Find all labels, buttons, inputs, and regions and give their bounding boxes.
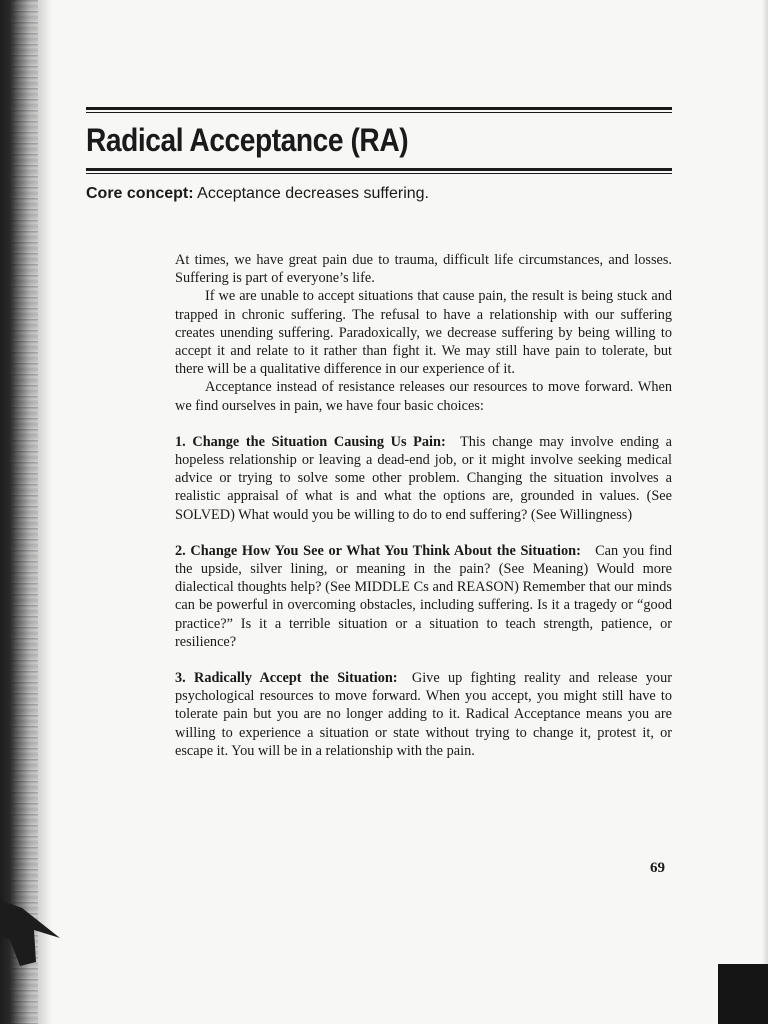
choice-2 bbox=[175, 542, 672, 651]
scan-right-edge bbox=[762, 0, 768, 1024]
choice-3-heading: 3. Radically Accept the Situation: bbox=[175, 670, 398, 687]
choice-2-text: Can you find the upside, silver lining, or meaning in the pain? (See Meaning) Would more dialectical thoughts help? (See MIDDLE Cs and REASON) Remember that our minds can be powerful in overcoming obstacles, including suffering. Is it a tragedy or “good practice?” Is it a terrible situation or a situation to teach strength, patience, or resilience? bbox=[175, 542, 672, 650]
choice-1-text: This change may involve ending a hopeless relationship or leaving a dead-end job, or it might involve seeking medical advice or trying to solve some other problem. Changing the situation involves a realistic appraisal of what is and what the options are, grounded in values. (See SOLVED) What would you be willing to do to end suffering? (See Willingness) bbox=[175, 433, 672, 523]
paragraph-stuck: If we are unable to accept situations that cause pain, the result is being stuck and trapped in chronic suffering. The refusal to have a relationship with our suffering creates unending suffering. Paradoxically, we decrease suffering by being willing to accept it and relate to it rather than fight it. We may still have pain to tolerate, but there will be a qualitative difference in our experience of it. bbox=[175, 288, 672, 378]
title-rule-bottom bbox=[86, 168, 672, 171]
paragraph-intro: At times, we have great pain due to trauma, difficult life circumstances, and losses. Suffering is part of everyone’s life. bbox=[175, 252, 672, 287]
body-text bbox=[175, 251, 672, 760]
title-rule-top bbox=[86, 107, 672, 110]
choice-1-heading: 1. Change the Situation Causing Us Pain: bbox=[175, 433, 446, 450]
choice-3-text: Give up fighting reality and release your psychological resources to move forward. When you accept, you might still have to tolerate pain but you are no longer adding to it. Radical Acceptance means you are willing to experience a situation or state without trying to change it, protest it, or escape it. You will be in a relationship with the pain. bbox=[175, 670, 672, 759]
core-concept-label: Core concept: bbox=[86, 185, 194, 202]
page-title: Radical Acceptance (RA) bbox=[86, 122, 409, 158]
choice-3 bbox=[175, 669, 672, 760]
choice-1 bbox=[175, 433, 672, 524]
paragraph-choices: Acceptance instead of resistance releases our resources to move forward. When we find ourselves in pain, we have four basic choices: bbox=[175, 379, 672, 414]
scan-binding-hook bbox=[0, 900, 70, 970]
page-number: 69 bbox=[650, 860, 665, 876]
core-concept bbox=[86, 183, 429, 205]
scan-binding-texture bbox=[12, 0, 38, 1024]
choice-2-heading: 2. Change How You See or What You Think About the Situation: bbox=[175, 542, 581, 559]
scan-corner-shadow bbox=[718, 964, 768, 1024]
core-concept-text: Acceptance decreases suffering. bbox=[193, 185, 429, 202]
title-rule-bottom-thin bbox=[86, 173, 672, 174]
title-rule-top-thin bbox=[86, 112, 672, 113]
